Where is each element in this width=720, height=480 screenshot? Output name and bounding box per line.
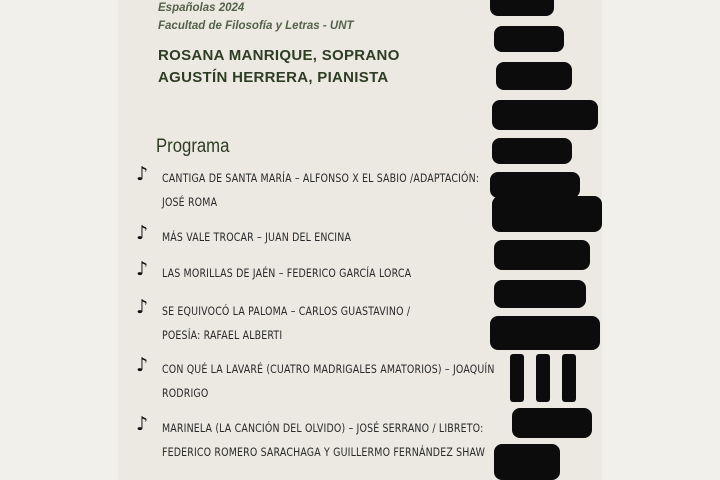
program-item-line: CON QUÉ LA LAVARÉ (CUATRO MADRIGALES AMATORIOS) – JOAQUÍN	[162, 362, 495, 376]
piano-key	[490, 0, 554, 16]
program-item-line: FEDERICO ROMERO SARACHAGA Y GUILLERMO FERNÁNDEZ SHAW	[162, 445, 486, 459]
performer-soprano: ROSANA MANRIQUE, SOPRANO	[158, 47, 400, 64]
music-note-icon: ♪	[136, 413, 149, 435]
music-note-icon: ♪	[136, 258, 149, 280]
piano-key	[494, 240, 590, 270]
music-note-icon: ♪	[136, 354, 149, 376]
event-subtitle: Españolas 2024	[158, 2, 245, 14]
program-item	[136, 296, 496, 347]
piano-key	[510, 354, 524, 402]
program-item-line: JOSÉ ROMA	[162, 195, 218, 209]
event-venue: Facultad de Filosofía y Letras - UNT	[158, 20, 354, 32]
program-item-line: MÁS VALE TROCAR – JUAN DEL ENCINA	[162, 230, 352, 244]
piano-key	[490, 172, 580, 198]
program-item	[136, 354, 496, 405]
piano-key	[494, 444, 560, 480]
piano-key	[512, 408, 592, 438]
program-item-line: SE EQUIVOCÓ LA PALOMA – CARLOS GUASTAVINO /	[162, 304, 411, 318]
program-item-line: MARINELA (LA CANCIÓN DEL OLVIDO) – JOSÉ SERRANO / LIBRETO:	[162, 421, 484, 435]
concert-poster	[118, 0, 602, 480]
piano-key	[494, 26, 564, 52]
piano-key	[496, 62, 572, 90]
program-heading: Programa	[156, 136, 230, 157]
program-item-line: CANTIGA DE SANTA MARÍA – ALFONSO X EL SABIO /ADAPTACIÓN:	[162, 171, 480, 185]
music-note-icon: ♪	[136, 296, 149, 318]
piano-keys-graphic	[490, 0, 602, 480]
piano-key	[490, 316, 600, 350]
program-item-line: LAS MORILLAS DE JAÉN – FEDERICO GARCÍA LORCA	[162, 266, 412, 280]
program-item-line: POESÍA: RAFAEL ALBERTI	[162, 328, 283, 342]
piano-key	[536, 354, 550, 402]
program-item	[136, 222, 496, 249]
program-item	[136, 258, 496, 285]
piano-key	[494, 280, 586, 308]
program-item	[136, 163, 496, 214]
piano-key	[492, 138, 572, 164]
piano-key	[492, 196, 602, 232]
performer-pianist: AGUSTÍN HERRERA, PIANISTA	[158, 69, 389, 86]
music-note-icon: ♪	[136, 222, 149, 244]
right-margin	[602, 0, 720, 480]
program-item	[136, 413, 496, 464]
piano-key	[562, 354, 576, 402]
left-margin	[0, 0, 118, 480]
music-note-icon: ♪	[136, 163, 149, 185]
program-item-line: RODRIGO	[162, 386, 209, 400]
piano-key	[492, 100, 598, 130]
